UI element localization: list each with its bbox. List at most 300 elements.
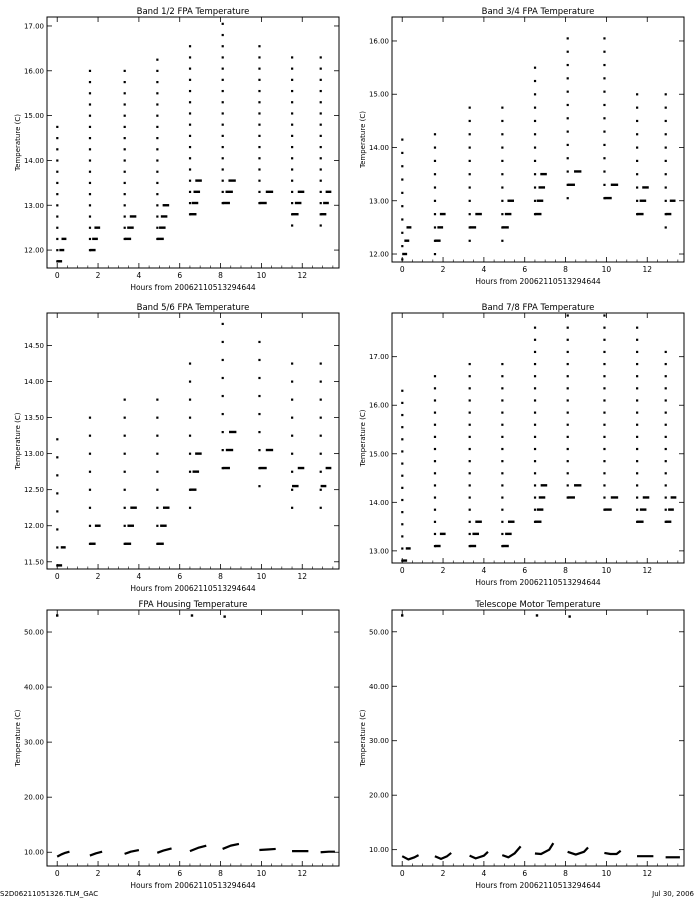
- data-point: [222, 431, 224, 433]
- data-point: [567, 64, 569, 66]
- data-point: [636, 363, 638, 365]
- data-point: [636, 339, 638, 341]
- data-point: [156, 507, 158, 509]
- data-point: [291, 157, 293, 159]
- data-run: [160, 525, 167, 527]
- data-point: [501, 133, 503, 135]
- data-run: [611, 184, 618, 186]
- data-point: [320, 191, 322, 193]
- footer-source-file: S2D06211051326.TLM_GAC: [0, 890, 99, 898]
- data-cluster-8: [291, 56, 304, 226]
- data-point: [534, 339, 536, 341]
- data-run: [502, 226, 509, 228]
- data-point: [534, 387, 536, 389]
- x-tick-label: 4: [481, 869, 487, 878]
- data-cluster-8: [636, 327, 649, 523]
- data-point: [469, 213, 471, 215]
- data-point: [189, 471, 191, 473]
- data-point: [401, 511, 403, 513]
- data-point: [665, 375, 667, 377]
- plot-frame: [392, 17, 684, 262]
- series-segment: [502, 846, 520, 857]
- data-point: [636, 460, 638, 462]
- data-point: [189, 435, 191, 437]
- y-tick-label: 12.00: [368, 250, 389, 259]
- data-point: [567, 117, 569, 119]
- data-cluster-2: [434, 375, 446, 547]
- data-point: [603, 184, 605, 186]
- data-run: [192, 202, 199, 204]
- data-point: [156, 103, 158, 105]
- data-cluster-4: [501, 107, 514, 242]
- data-point: [534, 399, 536, 401]
- data-point: [469, 160, 471, 162]
- data-point: [401, 178, 403, 180]
- data-point: [291, 453, 293, 455]
- data-point: [222, 413, 224, 415]
- data-point: [156, 399, 158, 401]
- data-point: [603, 170, 605, 172]
- plot-frame: [47, 610, 339, 866]
- data-point: [636, 472, 638, 474]
- data-run: [402, 253, 407, 255]
- chart-title: FPA Housing Temperature: [138, 600, 248, 610]
- data-point: [434, 460, 436, 462]
- data-run: [125, 238, 132, 240]
- data-run: [298, 467, 305, 469]
- data-point: [534, 93, 536, 95]
- y-tick-label: 14.00: [368, 498, 389, 507]
- data-point: [189, 417, 191, 419]
- data-point: [258, 413, 260, 415]
- data-point: [56, 159, 58, 161]
- x-tick-label: 8: [563, 265, 568, 274]
- y-tick-label: 50.00: [23, 628, 44, 637]
- data-point: [434, 484, 436, 486]
- data-run: [574, 484, 581, 486]
- data-run: [223, 467, 230, 469]
- data-run: [535, 521, 542, 523]
- x-tick-label: 6: [522, 265, 528, 274]
- x-tick-label: 4: [481, 566, 487, 575]
- data-point: [603, 77, 605, 79]
- x-tick-label: 12: [297, 869, 308, 878]
- data-point: [665, 424, 667, 426]
- y-tick-label: 16.00: [368, 37, 389, 46]
- data-point: [534, 80, 536, 82]
- data-point: [567, 131, 569, 133]
- series-segment: [470, 852, 488, 859]
- chart-panel-1: [14, 7, 339, 292]
- y-tick-label: 50.00: [368, 628, 389, 637]
- data-point: [258, 395, 260, 397]
- data-run: [402, 559, 407, 561]
- data-point: [124, 471, 126, 473]
- data-point: [189, 146, 191, 148]
- data-point: [56, 227, 58, 229]
- y-tick-label: 20.00: [368, 791, 389, 800]
- data-point: [567, 351, 569, 353]
- data-point: [567, 387, 569, 389]
- data-point: [501, 484, 503, 486]
- data-point: [534, 436, 536, 438]
- data-point: [89, 92, 91, 94]
- data-point: [320, 399, 322, 401]
- data-point: [469, 240, 471, 242]
- x-tick-label: 0: [399, 265, 405, 274]
- data-run: [94, 226, 100, 228]
- data-point: [434, 496, 436, 498]
- x-tick-label: 12: [297, 572, 308, 581]
- data-point: [156, 115, 158, 117]
- data-cluster-9: [665, 93, 676, 228]
- data-cluster-5: [189, 362, 202, 508]
- x-tick-label: 0: [54, 869, 60, 878]
- data-run: [568, 496, 575, 498]
- data-point: [124, 115, 126, 117]
- data-cluster-9: [320, 362, 332, 508]
- chart-panel-3: [14, 303, 339, 593]
- data-run: [193, 470, 200, 472]
- x-tick-label: 12: [642, 265, 653, 274]
- data-point: [222, 323, 224, 325]
- data-point: [567, 170, 569, 172]
- data-point: [434, 424, 436, 426]
- data-point: [89, 81, 91, 83]
- data-point: [567, 77, 569, 79]
- data-point: [124, 182, 126, 184]
- data-point: [291, 381, 293, 383]
- data-point: [534, 351, 536, 353]
- data-point: [89, 148, 91, 150]
- data-run: [637, 213, 644, 215]
- data-point: [636, 327, 638, 329]
- y-tick-label: 13.00: [23, 450, 44, 459]
- series-segment: [604, 851, 620, 854]
- data-cluster-7: [603, 314, 618, 510]
- data-point: [636, 200, 638, 202]
- x-tick-label: 2: [440, 869, 446, 878]
- data-point: [258, 157, 260, 159]
- data-run: [507, 200, 514, 202]
- data-point: [469, 186, 471, 188]
- data-run: [323, 202, 329, 204]
- data-point: [89, 137, 91, 139]
- data-run: [295, 202, 302, 204]
- data-cluster-7: [603, 37, 618, 199]
- data-point: [567, 104, 569, 106]
- data-run: [157, 543, 164, 545]
- x-tick-label: 6: [522, 869, 528, 878]
- data-cluster-7: [258, 341, 273, 487]
- data-point: [534, 200, 536, 202]
- x-tick-label: 8: [563, 869, 568, 878]
- data-point: [56, 492, 58, 494]
- data-point: [124, 453, 126, 455]
- data-point: [56, 148, 58, 150]
- data-run: [226, 449, 233, 451]
- data-point: [156, 435, 158, 437]
- data-point: [320, 124, 322, 126]
- series-segment: [321, 852, 335, 853]
- data-point: [603, 460, 605, 462]
- data-point: [434, 226, 436, 228]
- data-run: [92, 238, 98, 240]
- data-run: [130, 215, 137, 217]
- data-point: [567, 424, 569, 426]
- data-point: [469, 533, 471, 535]
- data-point: [124, 81, 126, 83]
- data-run: [637, 521, 644, 523]
- y-tick-label: 17.00: [368, 353, 389, 362]
- data-point: [291, 191, 293, 193]
- data-cluster-2: [434, 133, 446, 255]
- data-point: [434, 472, 436, 474]
- data-run: [643, 496, 650, 498]
- data-point: [469, 375, 471, 377]
- series-segment: [259, 849, 275, 850]
- data-run: [604, 508, 611, 510]
- y-tick-label: 13.00: [368, 197, 389, 206]
- y-tick-label: 13.50: [23, 414, 44, 423]
- data-point: [89, 238, 91, 240]
- series-segment: [223, 844, 239, 849]
- y-tick-label: 16.00: [368, 401, 389, 410]
- data-point: [89, 525, 91, 527]
- data-point: [401, 487, 403, 489]
- data-point: [222, 168, 224, 170]
- data-run: [127, 226, 134, 228]
- data-point: [665, 146, 667, 148]
- data-point: [291, 112, 293, 114]
- data-point: [534, 496, 536, 498]
- data-point: [258, 377, 260, 379]
- y-tick-label: 30.00: [368, 737, 389, 746]
- data-point: [501, 120, 503, 122]
- x-tick-label: 12: [642, 869, 653, 878]
- data-run: [435, 239, 441, 241]
- data-point: [469, 399, 471, 401]
- data-cluster-5: [534, 327, 547, 523]
- data-point: [291, 224, 293, 226]
- data-point: [222, 23, 224, 25]
- data-run: [406, 547, 411, 549]
- data-point: [665, 93, 667, 95]
- data-point: [603, 91, 605, 93]
- data-point: [603, 104, 605, 106]
- data-point: [636, 146, 638, 148]
- data-point: [636, 186, 638, 188]
- data-point: [636, 448, 638, 450]
- data-point: [291, 101, 293, 103]
- y-tick-label: 12.00: [23, 522, 44, 531]
- data-point: [189, 56, 191, 58]
- data-point: [320, 79, 322, 81]
- data-point: [534, 160, 536, 162]
- data-point: [156, 81, 158, 83]
- data-run: [61, 238, 66, 240]
- data-point: [665, 436, 667, 438]
- data-point: [189, 362, 191, 364]
- data-run: [670, 200, 676, 202]
- data-point: [156, 137, 158, 139]
- data-point: [56, 215, 58, 217]
- data-point: [665, 496, 667, 498]
- data-point: [222, 135, 224, 137]
- data-point: [320, 112, 322, 114]
- data-point: [534, 146, 536, 148]
- data-point: [189, 202, 191, 204]
- data-point: [636, 375, 638, 377]
- data-point: [636, 93, 638, 95]
- data-point: [258, 79, 260, 81]
- x-tick-label: 8: [218, 271, 223, 280]
- chart-panel-2: [359, 7, 684, 286]
- x-tick-label: 10: [256, 271, 267, 280]
- chart-title: Band 7/8 FPA Temperature: [481, 303, 595, 313]
- data-point: [603, 339, 605, 341]
- data-point: [222, 157, 224, 159]
- x-tick-label: 10: [256, 572, 267, 581]
- data-point: [258, 146, 260, 148]
- data-point: [534, 472, 536, 474]
- data-point: [469, 363, 471, 365]
- data-point: [89, 171, 91, 173]
- data-run: [61, 546, 66, 548]
- data-run: [194, 191, 201, 193]
- data-point: [434, 375, 436, 377]
- data-point: [469, 496, 471, 498]
- chart-title: Band 3/4 FPA Temperature: [481, 7, 595, 17]
- x-tick-label: 2: [440, 566, 446, 575]
- x-tick-label: 10: [256, 869, 267, 878]
- data-point: [434, 436, 436, 438]
- data-point: [603, 448, 605, 450]
- data-point: [567, 314, 569, 316]
- data-cluster-8: [291, 362, 304, 508]
- data-point: [567, 472, 569, 474]
- data-run: [666, 213, 672, 215]
- data-cluster-8: [636, 93, 649, 215]
- data-point: [89, 103, 91, 105]
- data-point: [636, 107, 638, 109]
- data-point: [534, 412, 536, 414]
- data-point: [291, 79, 293, 81]
- data-point: [89, 115, 91, 117]
- data-point: [320, 507, 322, 509]
- data-point: [434, 133, 436, 135]
- data-point: [189, 135, 191, 137]
- data-point: [56, 238, 58, 240]
- data-point: [156, 525, 158, 527]
- data-point: [636, 399, 638, 401]
- y-tick-label: 15.00: [23, 112, 44, 121]
- data-point: [636, 120, 638, 122]
- data-point: [258, 449, 260, 451]
- x-tick-label: 10: [601, 265, 612, 274]
- data-run: [404, 239, 409, 241]
- data-point: [156, 159, 158, 161]
- series-segment: [535, 843, 553, 854]
- data-point: [222, 180, 224, 182]
- y-tick-label: 20.00: [23, 793, 44, 802]
- data-point: [124, 92, 126, 94]
- data-point: [501, 460, 503, 462]
- data-point: [156, 227, 158, 229]
- data-point: [222, 34, 224, 36]
- data-point: [603, 314, 605, 316]
- data-point: [534, 107, 536, 109]
- data-point: [401, 426, 403, 428]
- data-run: [95, 525, 101, 527]
- data-point: [56, 204, 58, 206]
- data-point: [320, 101, 322, 103]
- data-run: [292, 213, 299, 215]
- data-point: [401, 402, 403, 404]
- data-cluster-5: [534, 67, 547, 216]
- series-segment: [90, 852, 102, 856]
- data-point: [89, 193, 91, 195]
- x-tick-label: 12: [642, 566, 653, 575]
- data-point: [665, 160, 667, 162]
- data-point: [534, 375, 536, 377]
- data-run: [90, 543, 96, 545]
- data-point: [603, 327, 605, 329]
- data-run: [163, 204, 170, 206]
- data-run: [90, 249, 96, 251]
- data-point: [534, 327, 536, 329]
- data-point: [56, 528, 58, 530]
- x-tick-label: 0: [399, 566, 405, 575]
- data-point: [469, 521, 471, 523]
- data-run: [292, 485, 299, 487]
- data-run: [163, 507, 170, 509]
- data-point: [291, 489, 293, 491]
- data-point: [567, 436, 569, 438]
- data-point: [501, 240, 503, 242]
- data-point: [291, 124, 293, 126]
- data-point: [89, 204, 91, 206]
- data-point: [124, 70, 126, 72]
- data-point: [56, 137, 58, 139]
- data-point: [291, 417, 293, 419]
- data-point: [501, 496, 503, 498]
- data-point: [156, 215, 158, 217]
- spike-point: [223, 615, 225, 617]
- data-point: [320, 135, 322, 137]
- data-point: [665, 107, 667, 109]
- data-cluster-5: [189, 45, 202, 215]
- data-point: [534, 484, 536, 486]
- data-point: [567, 448, 569, 450]
- y-tick-label: 40.00: [23, 683, 44, 692]
- data-point: [124, 204, 126, 206]
- data-point: [434, 160, 436, 162]
- data-point: [434, 448, 436, 450]
- data-run: [668, 508, 674, 510]
- data-point: [636, 436, 638, 438]
- data-point: [124, 159, 126, 161]
- data-point: [469, 509, 471, 511]
- data-point: [501, 363, 503, 365]
- data-point: [434, 186, 436, 188]
- data-point: [567, 37, 569, 39]
- data-point: [401, 232, 403, 234]
- data-point: [56, 474, 58, 476]
- series-segment: [125, 850, 139, 854]
- data-point: [124, 435, 126, 437]
- data-run: [190, 213, 197, 215]
